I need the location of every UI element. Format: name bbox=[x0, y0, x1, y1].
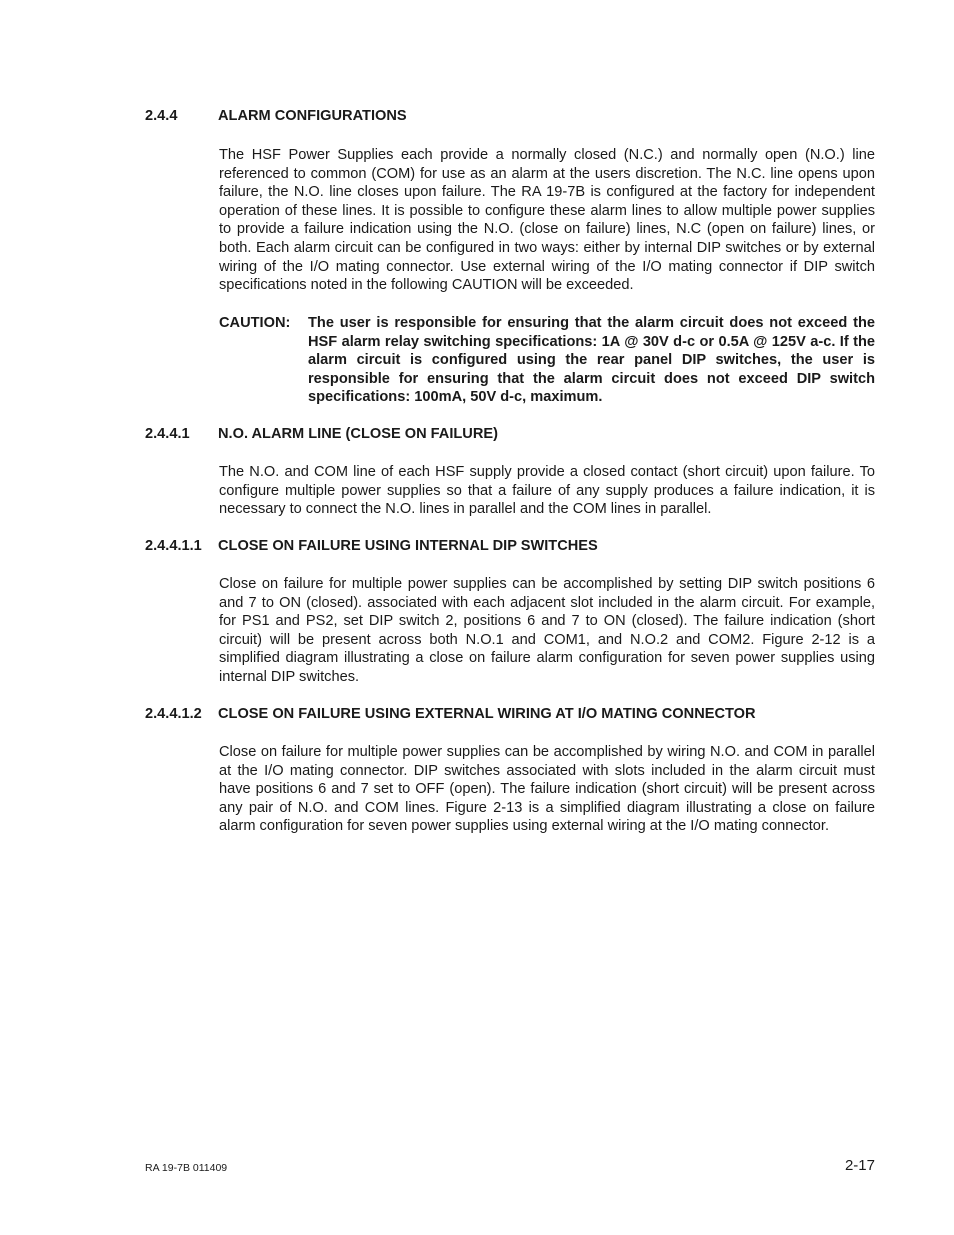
section-number: 2.4.4.1.1 bbox=[145, 538, 202, 554]
caution-text: The user is responsible for ensuring that the alarm circuit does not exceed the HSF alarm relay switching specifications: 1A @ 30V d-c or 0.5A @ 125V a-c. If the alarm circuit is configured using the rear panel DIP switches, the user is responsible for ensuring that the alarm circuit does not exceed DIP switch specifications: 100mA, 50V d-c, maximum. bbox=[308, 315, 875, 406]
section-paragraph-2-4-4-1-2: Close on failure for multiple power supplies can be accomplished by wiring N.O. and COM in parallel at the I/O mating connector. DIP switches associated with slots included in the alarm circuit must have positions 6 and 7 set to OFF (open). The failure indication (short circuit) will be present across any pair of N.O. and COM lines. Figure 2-13 is a simplified diagram illustrating a close on failure alarm configuration for seven power supplies using external wiring at the I/O mating connector. bbox=[219, 744, 875, 835]
footer-page-number: 2-17 bbox=[844, 1157, 875, 1174]
section-heading-2-4-4-1-1 bbox=[145, 538, 598, 554]
section-number: 2.4.4.1.2 bbox=[145, 706, 202, 722]
caution-label: CAUTION: bbox=[219, 315, 291, 331]
section-paragraph-2-4-4-1-1: Close on failure for multiple power supplies can be accomplished by setting DIP switch positions 6 and 7 to ON (closed). associated with each adjacent slot included in the alarm circuit. For example, for PS1 and PS2, set DIP switch 2, positions 6 and 7 to ON (closed). The failure indication (short circuit) will be present across both N.O.1 and COM1, and N.O.2 and COM2. Figure 2-12 is a simplified diagram illustrating a close on failure alarm configuration for seven power supplies using internal DIP switches. bbox=[219, 576, 875, 685]
section-title: CLOSE ON FAILURE USING EXTERNAL WIRING AT I/O MATING CONNECTOR bbox=[218, 706, 756, 722]
section-title: ALARM CONFIGURATIONS bbox=[218, 108, 407, 124]
section-number: 2.4.4.1 bbox=[145, 426, 190, 442]
footer-doc-id: RA 19-7B 011409 bbox=[145, 1162, 228, 1174]
section-title: N.O. ALARM LINE (CLOSE ON FAILURE) bbox=[218, 426, 498, 442]
caution-block bbox=[219, 314, 875, 407]
section-heading-2-4-4-1-2 bbox=[145, 706, 756, 722]
section-title: CLOSE ON FAILURE USING INTERNAL DIP SWITCHES bbox=[218, 538, 598, 554]
section-paragraph-2-4-4: The HSF Power Supplies each provide a normally closed (N.C.) and normally open (N.O.) line referenced to common (COM) for use as an alarm at the users discretion. The N.C. line opens upon failure, the N.O. line closes upon failure. The RA 19-7B is configured at the factory for independent operation of these lines. It is possible to configure these alarm lines to allow multiple power supplies to provide a failure indication using the N.O. (close on failure) lines, N.C (open on failure) lines, or both. Each alarm circuit can be configured in two ways: either by internal DIP switches or by external wiring of the I/O mating connector. Use external wiring of the I/O mating connector if DIP switch specifications noted in the following CAUTION will be exceeded. bbox=[219, 147, 875, 294]
section-heading-2-4-4 bbox=[145, 108, 407, 124]
section-number: 2.4.4 bbox=[145, 108, 178, 124]
section-heading-2-4-4-1 bbox=[145, 426, 498, 442]
section-paragraph-2-4-4-1: The N.O. and COM line of each HSF supply provide a closed contact (short circuit) upon failure. To configure multiple power supplies so that a failure of any supply produces a failure indication, it is necessary to connect the N.O. lines in parallel and the COM lines in parallel. bbox=[219, 464, 875, 518]
